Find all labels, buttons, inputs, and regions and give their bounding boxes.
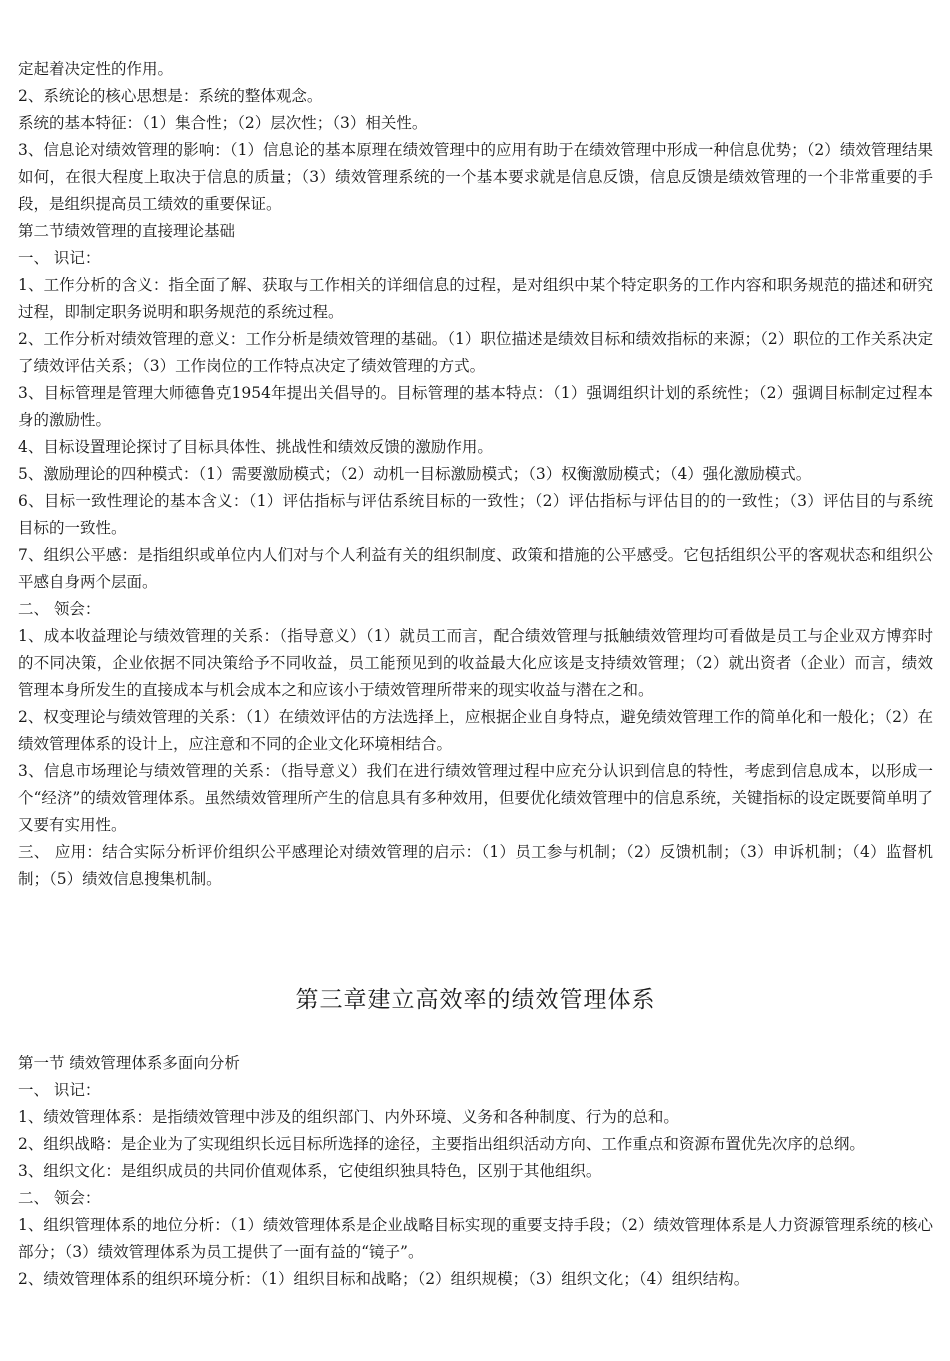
section-theory-basis — [18, 56, 933, 893]
paragraph: 2、权变理论与绩效管理的关系：（1）在绩效评估的方法选择上，应根据企业自身特点，避免绩效管理工作的简单化和一般化；（2）在绩效管理体系的设计上，应注意和不同的企业文化环境相结合。 — [18, 708, 933, 753]
section-heading: 第二节绩效管理的直接理论基础 — [18, 222, 236, 240]
paragraph: 2、绩效管理体系的组织环境分析：（1）组织目标和战略；（2）组织规模；（3）组织文化；（4）组织结构。 — [18, 1270, 750, 1288]
document-page — [18, 56, 933, 1293]
paragraph: 7、组织公平感：是指组织或单位内人们对与个人利益有关的组织制度、政策和措施的公平感受。它包括组织公平的客观状态和组织公平感自身两个层面。 — [18, 546, 933, 591]
chapter-title: 第三章建立高效率的绩效管理体系 — [295, 987, 656, 1013]
subheading: 一、 识记： — [18, 1081, 101, 1099]
paragraph: 3、组织文化：是组织成员的共同价值观体系，它使组织独具特色，区别于其他组织。 — [18, 1162, 602, 1180]
paragraph: 系统的基本特征：（1）集合性；（2）层次性；（3）相关性。 — [18, 114, 428, 132]
paragraph: 2、组织战略：是企业为了实现组织长远目标所选择的途径，主要指出组织活动方向、工作重点和资源布置优先次序的总纲。 — [18, 1135, 865, 1153]
paragraph: 3、信息论对绩效管理的影响：（1）信息论的基本原理在绩效管理中的应用有助于在绩效管理中形成一种信息优势；（2）绩效管理结果如何，在很大程度上取决于信息的质量；（3）绩效管理系统的一个基本要求就是信息反馈，信息反馈是绩效管理的一个非常重要的手段，是组织提高员工绩效的重要保证。 — [18, 141, 933, 213]
subheading: 二、 领会： — [18, 600, 101, 618]
paragraph: 2、工作分析对绩效管理的意义：工作分析是绩效管理的基础。（1）职位描述是绩效目标和绩效指标的来源；（2）职位的工作关系决定了绩效评估关系；（3）工作岗位的工作特点决定了绩效管理的方式。 — [18, 330, 933, 375]
subheading: 一、 识记： — [18, 249, 101, 267]
paragraph: 3、目标管理是管理大师德鲁克1954年提出关倡导的。目标管理的基本特点：（1）强调组织计划的系统性；（2）强调目标制定过程本身的激励性。 — [18, 384, 933, 429]
subheading: 二、 领会： — [18, 1189, 101, 1207]
paragraph: 4、目标设置理论探讨了目标具体性、挑战性和绩效反馈的激励作用。 — [18, 438, 493, 456]
paragraph: 5、激励理论的四种模式：（1）需要激励模式；（2）动机一目标激励模式；（3）权衡激励模式；（4）强化激励模式。 — [18, 465, 812, 483]
paragraph: 3、信息市场理论与绩效管理的关系：（指导意义）我们在进行绩效管理过程中应充分认识到信息的特性，考虑到信息成本，以形成一个“经济”的绩效管理体系。虽然绩效管理所产生的信息具有多种效用，但要优化绩效管理中的信息系统，关键指标的设定既要简单明了又要有实用性。 — [18, 762, 933, 834]
paragraph: 1、组织管理体系的地位分析：（1）绩效管理体系是企业战略目标实现的重要支持手段；（2）绩效管理体系是人力资源管理系统的核心部分；（3）绩效管理体系为员工提供了一面有益的“镜子”。 — [18, 1216, 933, 1261]
section-heading: 第一节 绩效管理体系多面向分析 — [18, 1054, 240, 1072]
paragraph: 三、 应用：结合实际分析评价组织公平感理论对绩效管理的启示：（1）员工参与机制；（2）反馈机制；（3）申诉机制；（4）监督机制；（5）绩效信息搜集机制。 — [18, 843, 933, 888]
paragraph: 2、系统论的核心思想是：系统的整体观念。 — [18, 87, 323, 105]
section-system-analysis — [18, 1050, 933, 1293]
paragraph: 1、绩效管理体系：是指绩效管理中涉及的组织部门、内外环境、义务和各种制度、行为的总和。 — [18, 1108, 679, 1126]
paragraph: 6、目标一致性理论的基本含义：（1）评估指标与评估系统目标的一致性；（2）评估指标与评估目的的一致性；（3）评估目的与系统目标的一致性。 — [18, 492, 933, 537]
paragraph: 定起着决定性的作用。 — [18, 60, 174, 78]
paragraph: 1、工作分析的含义：指全面了解、获取与工作相关的详细信息的过程，是对组织中某个特定职务的工作内容和职务规范的描述和研究过程，即制定职务说明和职务规范的系统过程。 — [18, 276, 933, 321]
paragraph: 1、成本收益理论与绩效管理的关系：（指导意义）（1）就员工而言，配合绩效管理与抵触绩效管理均可看做是员工与企业双方博弈时的不同决策，企业依据不同决策给予不同收益，员工能预见到的收益最大化应该是支持绩效管理；（2）就出资者（企业）而言，绩效管理本身所发生的直接成本与机会成本之和应该小于绩效管理所带来的现实收益与潜在之和。 — [18, 627, 933, 699]
